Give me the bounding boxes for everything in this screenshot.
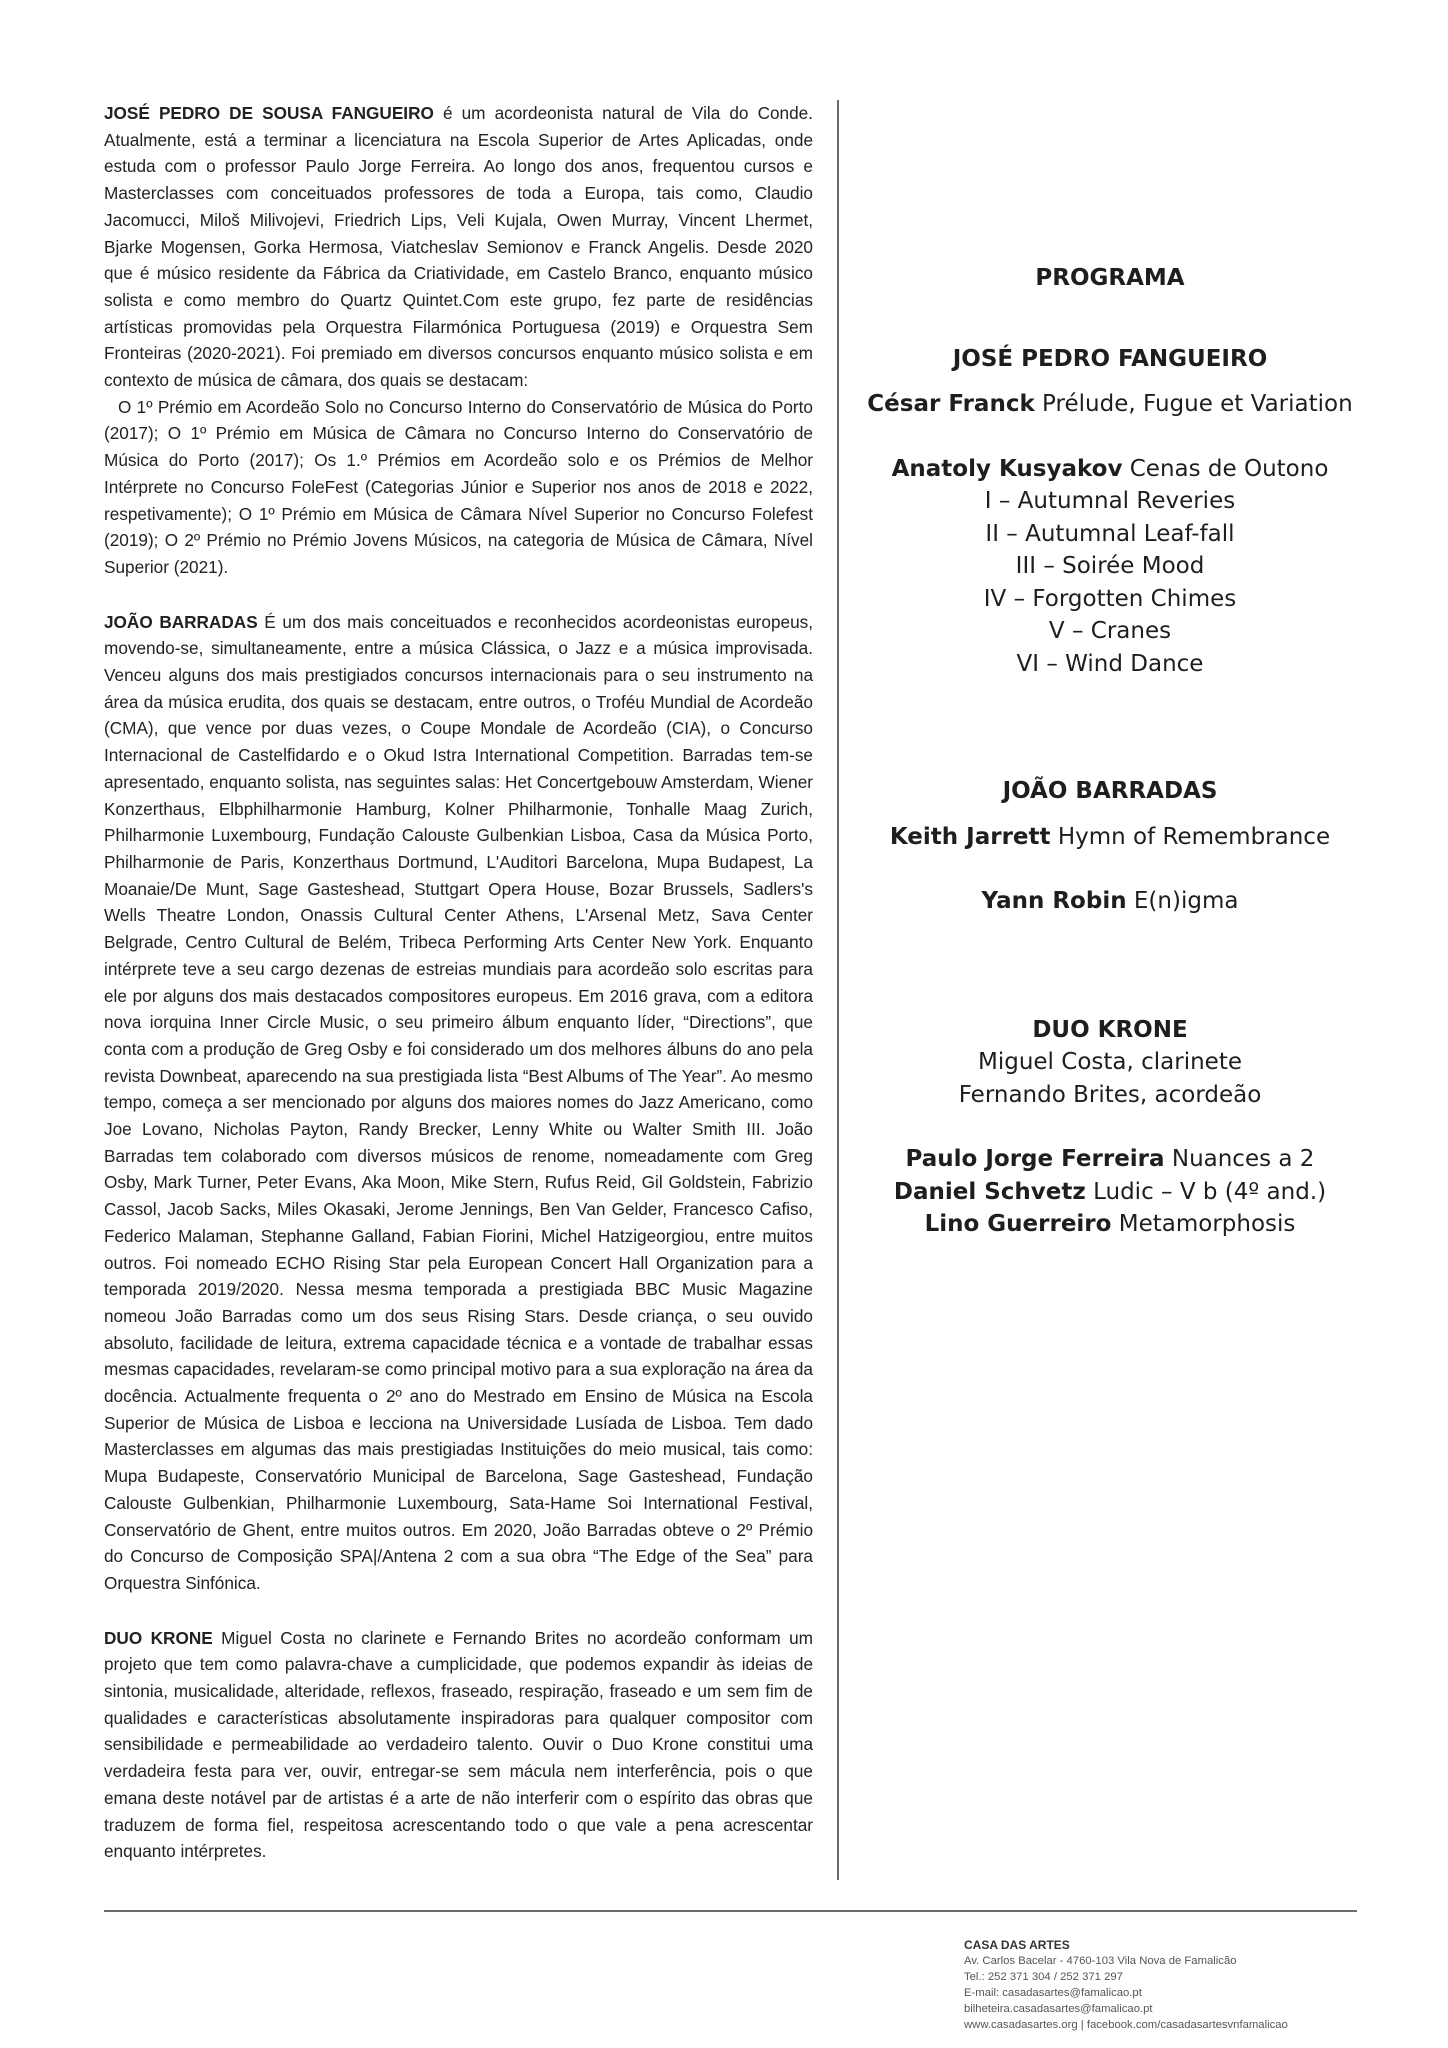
venue-email: E-mail: casadasartes@famalicao.pt — [964, 1987, 1142, 1999]
composer-jarrett: Keith Jarrett — [889, 823, 1051, 850]
movement-4: IV – Forgotten Chimes — [983, 585, 1237, 612]
program-heading-duo: DUO KRONE — [1032, 1016, 1188, 1043]
program-heading-jose: JOSÉ PEDRO FANGUEIRO — [952, 345, 1268, 372]
program-item-schvetz — [850, 1176, 1370, 1209]
work-ferreira: Nuances a 2 — [1164, 1146, 1315, 1172]
footer-divider — [104, 1910, 1357, 1912]
bio-jose-awards: O 1º Prémio em Acordeão Solo no Concurso Interno do Conservatório de Música do Porto (2017); O 1º Prémio em Música de Câmara no Concurso Interno do Conservatório de Música do Porto (2017); Os 1.º Prémios em Acordeão solo e os Prémios de Melhor Intérprete no Concurso FoleFest (Categorias Júnior e Superior nos anos de 2018 e 2022, respetivamente); O 1º Prémio em Música de Câmara Nível Superior no Concurso Folefest (2019); O 2º Prémio no Prémio Jovens Músicos, na categoria de Música de Câmara, Nível Superior (2021). — [104, 396, 813, 577]
program-title: PROGRAMA — [1035, 265, 1185, 291]
program-item-jarrett — [850, 821, 1370, 854]
composer-franck: César Franck — [867, 391, 1035, 417]
composer-robin: Yann Robin — [981, 888, 1127, 914]
venue-name: CASA DAS ARTES — [964, 1938, 1070, 1952]
bio-joao — [104, 609, 813, 1597]
program-column — [850, 262, 1370, 1241]
program-item-ferreira — [850, 1143, 1370, 1176]
movement-6: VI – Wind Dance — [1016, 650, 1204, 677]
work-schvetz: Ludic – V b (4º and.) — [1085, 1178, 1327, 1205]
bio-duo-text: Miguel Costa no clarinete e Fernando Brites no acordeão conformam um projeto que tem como palavra-chave a cumplicidade, que podemos expandir às ideias de sintonia, musicalidade, alteridade, reflexos, fraseado, respiração, fraseado e um sem fim de qualidades e características absolutamente inspiradoras para qualquer compositor com sensibilidade e permeabilidade ao verdadeiro talento. Ouvir o Duo Krone constitui uma verdadeira festa para ver, ouvir, entregar-se sem mácula nem interferência, pois o que emana deste notável par de artistas é a arte de não interferir com o espírito das obras que traduzem de forma fiel, respeitosa acrescentando todo o que vale a pena acrescentar enquanto intérpretes. — [104, 1627, 813, 1862]
movement-2: II – Autumnal Leaf-fall — [985, 520, 1235, 547]
composer-kusyakov: Anatoly Kusyakov — [891, 455, 1123, 482]
composer-schvetz: Daniel Schvetz — [893, 1178, 1086, 1205]
venue-address: Av. Carlos Bacelar - 4760-103 Vila Nova de Famalicão — [964, 1955, 1237, 1967]
venue-tickets-email: bilheteira.casadasartes@famalicao.pt — [964, 2003, 1153, 2015]
biographies-column — [104, 100, 813, 1865]
composer-guerreiro: Lino Guerreiro — [924, 1211, 1112, 1237]
bio-duo — [104, 1625, 813, 1865]
duo-member-2: Fernando Brites, acordeão — [958, 1081, 1262, 1108]
program-item-robin — [850, 885, 1370, 918]
program-item-franck — [850, 388, 1370, 421]
movement-5: V – Cranes — [1048, 618, 1172, 644]
bio-jose-name: JOSÉ PEDRO DE SOUSA FANGUEIRO — [104, 103, 434, 123]
work-guerreiro: Metamorphosis — [1111, 1211, 1296, 1237]
composer-ferreira: Paulo Jorge Ferreira — [905, 1146, 1165, 1172]
program-item-guerreiro — [850, 1208, 1370, 1241]
venue-web: www.casadasartes.org | facebook.com/casadasartesvnfamalicao — [964, 2019, 1288, 2031]
movement-1: I – Autumnal Reveries — [984, 488, 1236, 514]
bio-duo-name: DUO KRONE — [104, 1627, 213, 1648]
bio-joao-name: JOÃO BARRADAS — [104, 611, 258, 632]
duo-member-1: Miguel Costa, clarinete — [978, 1049, 1242, 1075]
work-jarrett: Hymn of Remembrance — [1050, 823, 1331, 850]
program-item-kusyakov — [850, 453, 1370, 486]
work-kusyakov: Cenas de Outono — [1122, 455, 1329, 482]
movement-3: III – Soirée Mood — [1015, 553, 1205, 579]
venue-phone: Tel.: 252 371 304 / 252 371 297 — [964, 1971, 1123, 1983]
work-robin: E(n)igma — [1126, 888, 1239, 914]
bio-jose-text: é um acordeonista natural de Vila do Conde. Atualmente, está a terminar a licenciatura na Escola Superior de Artes Aplicadas, onde estuda com o professor Paulo Jorge Ferreira. Ao longo dos anos, frequentou cursos e Masterclasses com conceituados professores de toda a Europa, tais como, Claudio Jacomucci, Miloš Milivojevi, Friedrich Lips, Veli Kujala, Owen Murray, Vincent Lhermet, Bjarke Mogensen, Gorka Hermosa, Viatcheslav Semionov e Franck Angelis. Desde 2020 que é músico residente da Fábrica da Criatividade, em Castelo Branco, enquanto músico solista e como membro do Quartz Quintet.Com este grupo, fez parte de residências artísticas promovidas pela Orquestra Filarmónica Portuguesa (2019) e Orquestra Sem Fronteiras (2020-2021). Foi premiado em diversos concursos enquanto músico solista e em contexto de música de câmara, dos quais se destacam: — [104, 103, 813, 391]
program-heading-joao: JOÃO BARRADAS — [1002, 778, 1218, 804]
bio-joao-text: É um dos mais conceituados e reconhecidos acordeonistas europeus, movendo-se, simultaneamente, entre a música Clássica, o Jazz e a música improvisada. Venceu alguns dos mais prestigiados concursos internacionais para o seu instrumento na área da música erudita, dos quais se destacam, entre outros, o Troféu Mundial de Acordeão (CMA), que vence por duas vezes, o Coupe Mondale de Acordeão (CIA), o Concurso Internacional de Castelfidardo e o Okud Istra International Competition. Barradas tem-se apresentado, enquanto solista, nas seguintes salas: Het Concertgebouw Amsterdam, Wiener Konzerthaus, Elbphilharmonie Hamburg, Kolner Philharmonie, Tonhalle Maag Zurich, Philharmonie Luxembourg, Fundação Calouste Gulbenkian Lisboa, Casa da Música Porto, Philharmonie de Paris, Konzerthaus Dortmund, L'Auditori Barcelona, Mupa Budapest, La Moanaie/De Munt, Sage Gasteshead, Stuttgart Opera House, Bozar Brussels, Sadlers's Wells Theatre London, Onassis Cultural Center Athens, L'Arsenal Metz, Sava Center Belgrade, Centro Cultural de Belém, Tribeca Performing Arts Center New York. Enquanto intérprete teve a seu cargo dezenas de estreias mundiais para acordeão solo escritas para ele por alguns dos mais destacados compositores europeus. Em 2016 grava, com a editora nova iorquina Inner Circle Music, o seu primeiro álbum enquanto líder, “Directions”, que conta com a produção de Greg Osby e foi considerado um dos melhores álbuns do ano pela revista Downbeat, aparecendo na sua prestigiada lista “Best Albums of The Year”. Ao mesmo tempo, começa a ser mencionado por alguns dos maiores nomes do Jazz Americano, como Joe Lovano, Nicholas Payton, Randy Brecker, Lenny White ou Walter Smith III. João Barradas tem colaborado com diversos músicos de renome, nomeadamente com Greg Osby, Mark Turner, Peter Evans, Aka Moon, Mike Stern, Rufus Reid, Gil Goldstein, Fabrizio Cassol, Jacob Sacks, Miles Okasaki, Jerome Jennings, Ben Van Gelder, Francesco Cafiso, Federico Malaman, Stephanne Galland, Fabian Fiorini, Michel Hatzigeorgiou, entre muitos outros. Foi nomeado ECHO Rising Star pela European Concert Hall Organization para a temporada 2019/2020. Nessa mesma temporada a prestigiada BBC Music Magazine nomeou João Barradas como um dos seus Rising Stars. Desde criança, o seu ouvido absoluto, facilidade de leitura, extrema capacidade técnica e a vontade de trabalhar essas mesmas capacidades, revelaram-se como principal motivo para a sua exploração na área da docência. Actualmente frequenta o 2º ano do Mestrado em Ensino de Música na Escola Superior de Música de Lisboa e lecciona na Universidade Lusíada de Lisboa. Tem dado Masterclasses em algumas das mais prestigiadas Instituições do meio musical, tais como: Mupa Budapeste, Conservatório Municipal de Barcelona, Sage Gasteshead, Fundação Calouste Gulbenkian, Philharmonie Luxembourg, Sata-Hame Soi International Festival, Conservatório de Ghent, entre muitos outros. Em 2020, João Barradas obteve o 2º Prémio do Concurso de Composição SPA|/Antena 2 com a sua obra “The Edge of the Sea” para Orquestra Sinfónica. — [104, 611, 813, 1593]
column-divider — [837, 100, 839, 1880]
bio-jose — [104, 100, 813, 394]
venue-footer — [964, 1937, 1404, 2033]
work-franck: Prélude, Fugue et Variation — [1034, 391, 1353, 417]
